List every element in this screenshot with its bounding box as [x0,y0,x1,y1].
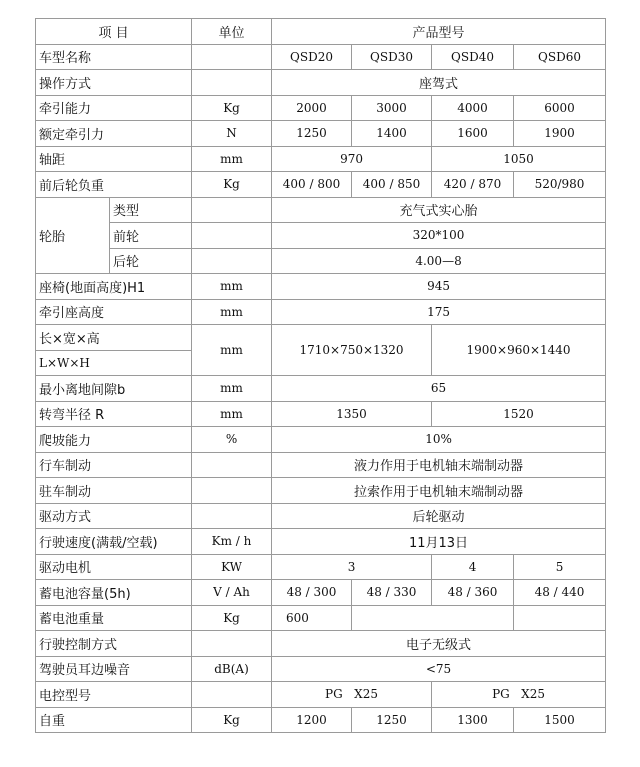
row-value: <75 [272,656,606,682]
row-label: 行车制动 [36,452,192,478]
row-unit: mm [192,325,272,376]
row-unit [192,452,272,478]
row-noise [36,656,606,682]
row-label: 座椅(地面高度)H1 [36,274,192,300]
row-unit [192,44,272,70]
row-battery-capacity [36,580,606,606]
row-label: 操作方式 [36,70,192,96]
value-cell: 4000 [432,95,514,121]
value-cell: 3 [272,554,432,580]
value-cell: 1900 [514,121,606,147]
row-label: 轴距 [36,146,192,172]
value-cell: 1600 [432,121,514,147]
value-cell: 520/980 [514,172,606,198]
tire-sub-label: 后轮 [110,248,192,274]
row-unit [192,478,272,504]
row-value: 320*100 [272,223,606,249]
row-label: 电控型号 [36,682,192,708]
row-unit [192,503,272,529]
row-label: 牵引能力 [36,95,192,121]
value-cell: PG X25 [272,682,432,708]
row-traction [36,95,606,121]
row-tire-front [36,223,606,249]
row-label: 自重 [36,707,192,733]
row-unit [192,248,272,274]
value-cell: 1500 [514,707,606,733]
spec-table [35,18,606,733]
value-cell: 1300 [432,707,514,733]
row-self-weight [36,707,606,733]
row-operation [36,70,606,96]
row-unit: mm [192,299,272,325]
row-value: 电子无级式 [272,631,606,657]
row-tire-type [36,197,606,223]
value-cell: 1520 [432,401,606,427]
row-unit: mm [192,376,272,402]
row-value: 65 [272,376,606,402]
value-cell: 1710×750×1320 [272,325,432,376]
row-speed [36,529,606,555]
value-cell: 4 [432,554,514,580]
value-cell: 48 / 440 [514,580,606,606]
row-label: 长×宽×高 [36,325,192,351]
row-unit: Kg [192,605,272,631]
row-unit: mm [192,401,272,427]
row-parking-brake [36,478,606,504]
row-ground-clearance [36,376,606,402]
value-cell: 420 / 870 [432,172,514,198]
row-label: 牵引座高度 [36,299,192,325]
row-value: 4.00—8 [272,248,606,274]
value-cell: 48 / 330 [352,580,432,606]
row-gradeability [36,427,606,453]
row-controller [36,682,606,708]
row-value: 拉索作用于电机轴末端制动器 [272,478,606,504]
model-cell: QSD60 [514,44,606,70]
row-value: 175 [272,299,606,325]
row-label: 蓄电池容量(5h) [36,580,192,606]
row-speed-control [36,631,606,657]
row-value: 10% [272,427,606,453]
value-cell: 600 [272,605,352,631]
row-unit: Kg [192,707,272,733]
row-battery-weight [36,605,606,631]
row-label: 转弯半径 R [36,401,192,427]
header-unit: 单位 [192,19,272,45]
row-label: 行驶速度(满载/空载) [36,529,192,555]
row-label: 行驶控制方式 [36,631,192,657]
value-cell: 1250 [352,707,432,733]
row-unit [192,197,272,223]
value-cell: 1200 [272,707,352,733]
header-model: 产品型号 [272,19,606,45]
row-unit [192,682,272,708]
row-unit: Km / h [192,529,272,555]
value-cell: 1350 [272,401,432,427]
tire-sub-label: 类型 [110,197,192,223]
row-rated-traction [36,121,606,147]
row-wheelbase [36,146,606,172]
row-unit [192,223,272,249]
row-label: 前后轮负重 [36,172,192,198]
row-unit: Kg [192,172,272,198]
row-value: 11月13日 [272,529,606,555]
value-cell: 3000 [352,95,432,121]
row-value: 945 [272,274,606,300]
value-cell: 48 / 360 [432,580,514,606]
row-value: 后轮驱动 [272,503,606,529]
row-unit: Kg [192,95,272,121]
row-seat-height [36,274,606,300]
row-unit: dB(A) [192,656,272,682]
model-cell: QSD40 [432,44,514,70]
row-unit: mm [192,146,272,172]
row-drive [36,503,606,529]
row-unit: KW [192,554,272,580]
value-cell: 1050 [432,146,606,172]
row-wheel-load [36,172,606,198]
row-hitch-height [36,299,606,325]
row-label: 驾驶员耳边噪音 [36,656,192,682]
row-label: 车型名称 [36,44,192,70]
row-label: 蓄电池重量 [36,605,192,631]
row-turning-radius [36,401,606,427]
row-dimensions-cn [36,325,606,351]
header-row [36,19,606,45]
row-value: 座驾式 [272,70,606,96]
value-cell: PG X25 [432,682,606,708]
value-cell: 1250 [272,121,352,147]
tire-sub-label: 前轮 [110,223,192,249]
header-item: 项 目 [36,19,192,45]
row-label: 驱动电机 [36,554,192,580]
row-unit: % [192,427,272,453]
row-label: 驻车制动 [36,478,192,504]
value-cell: 48 / 300 [272,580,352,606]
value-cell: 1400 [352,121,432,147]
row-unit: N [192,121,272,147]
row-label: L×W×H [36,350,192,376]
value-cell: 2000 [272,95,352,121]
row-unit [192,631,272,657]
model-cell: QSD20 [272,44,352,70]
row-unit: mm [192,274,272,300]
value-cell [514,605,606,631]
value-cell [352,605,514,631]
value-cell: 1900×960×1440 [432,325,606,376]
model-cell: QSD30 [352,44,432,70]
row-service-brake [36,452,606,478]
value-cell: 6000 [514,95,606,121]
row-label: 最小离地间隙b [36,376,192,402]
row-label: 爬坡能力 [36,427,192,453]
row-model-name [36,44,606,70]
value-cell: 5 [514,554,606,580]
value-cell: 970 [272,146,432,172]
row-label: 驱动方式 [36,503,192,529]
tire-label: 轮胎 [36,197,110,274]
spec-sheet [35,18,605,733]
row-tire-rear [36,248,606,274]
row-value: 充气式实心胎 [272,197,606,223]
row-label: 额定牵引力 [36,121,192,147]
row-motor [36,554,606,580]
value-cell: 400 / 800 [272,172,352,198]
row-unit: V / Ah [192,580,272,606]
value-cell: 400 / 850 [352,172,432,198]
row-value: 液力作用于电机轴末端制动器 [272,452,606,478]
row-unit [192,70,272,96]
